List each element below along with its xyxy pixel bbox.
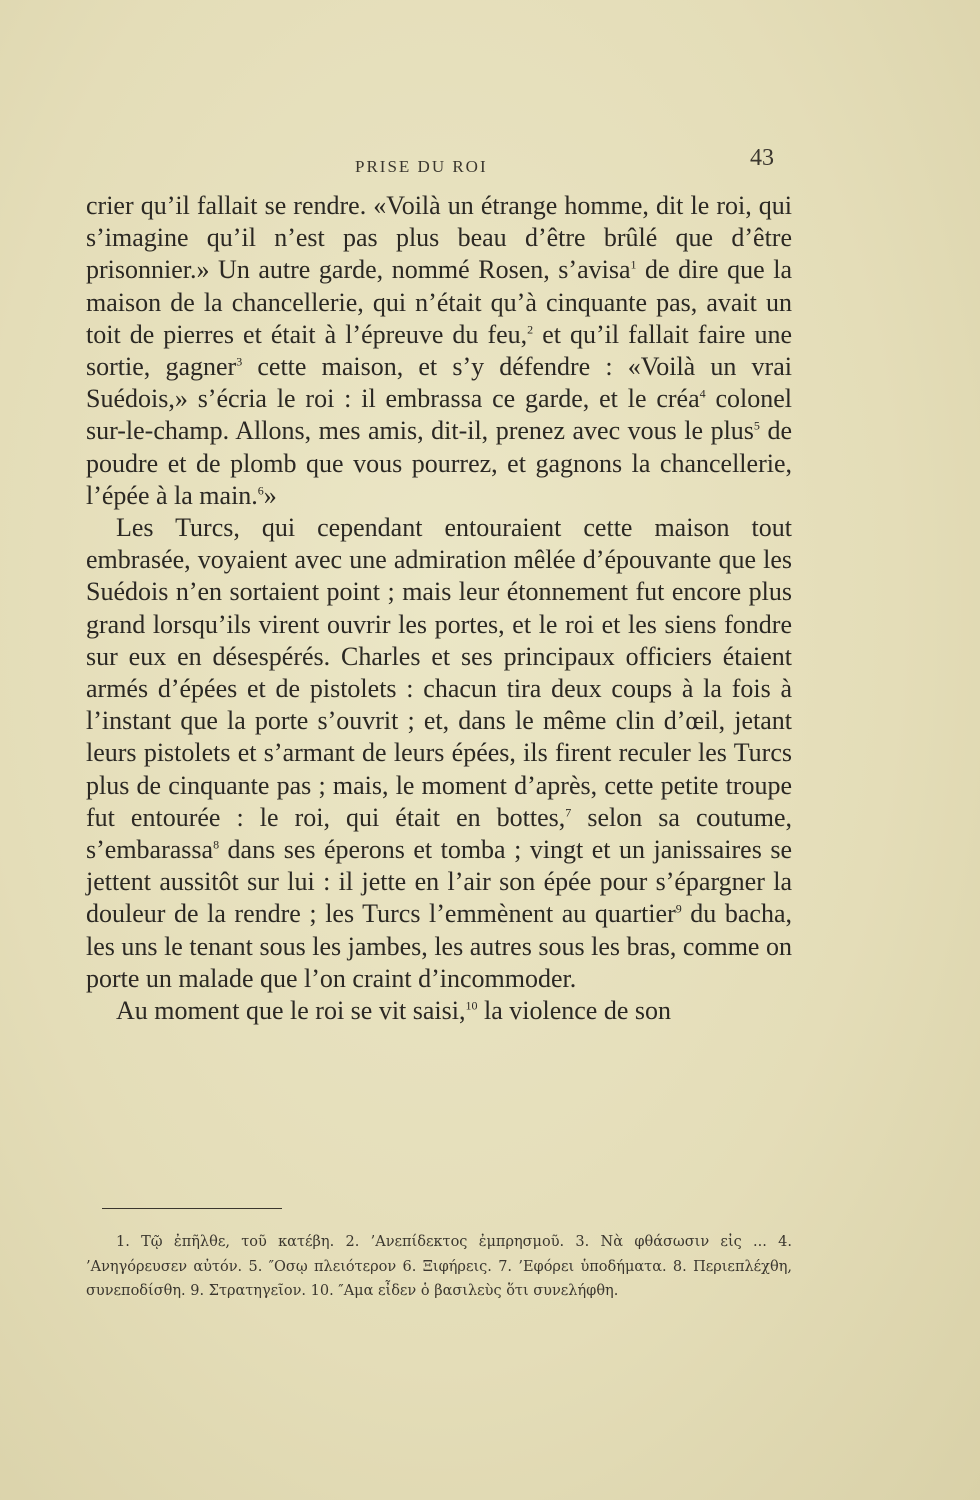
footnote-marker: 4 <box>699 386 706 401</box>
text-run: colonel sur-le-champ. Allons, mes amis, dit-il, prenez avec vous le plus <box>86 384 792 446</box>
footnote-marker: 8 <box>213 837 220 852</box>
page-number: 43 <box>750 145 774 171</box>
text-run: » <box>263 480 277 510</box>
paragraph-1 <box>86 190 792 512</box>
text-run: du bacha, les uns le tenant sous les jambes, les autres sous les bras, comme on porte un malade que l’on craint d’incommoder. <box>86 899 792 993</box>
running-title: PRISE DU ROI <box>355 157 488 176</box>
text-run: selon sa coutume, s’embarassa <box>86 802 792 865</box>
text-run: la violence de son <box>477 996 672 1026</box>
footnote-rule <box>102 1208 282 1209</box>
footnote-marker: 6 <box>257 483 264 498</box>
text-run: Les Turcs, qui cependant entouraient cette maison tout embrasée, voyaient avec une admiration mêlée d’épouvante que les Suédois n’en sortaient point ; mais leur étonnement fut encore plus grand lorsqu’ils virent ouvrir les portes, et le roi et les siens fondre sur eux en désespérés. Charles et ses principaux officiers étaient armés d’épées et de pistolets : chacun tira deux coups à la fois à l’instant que la porte s’ouvrit ; et, dans le même clin d’œil, jetant leurs pistolets et s’armant de leurs épées, ils firent reculer les Turcs plus de cinquante pas ; mais, le moment d’après, cette petite troupe fut entourée : le roi, qui était en bottes, <box>86 513 792 832</box>
footnotes <box>86 1230 792 1304</box>
text-run: de dire que la maison de la chancellerie, qui n’était qu’à cinquante pas, avait un toit de pierres et était à l’épreuve du feu, <box>86 255 792 349</box>
footnote-text: 1. Τῷ ἐπῆλθε, τοῦ κατέβη. 2. ’Ανεπίδεκτος ἐμπρησμοῦ. 3. Νὰ φθάσωσιν εἰς ... 4. ’Ανηγόρευσεν αὐτόν. 5. ″Οσῳ πλειότερον 6. Ξιφήρεις. 7. ’Εφόρει ὑποδήματα. 8. Περιεπλέχθη, συνεποδίσθη. 9. Στρατηγεῖον. 10. ″Αμα εἶδεν ὁ βασιλεὺς ὅτι συνελήφθη. <box>86 1234 792 1299</box>
text-run: et qu’il fallait faire une sortie, gagner <box>86 319 792 382</box>
footnote-marker: 2 <box>527 322 534 337</box>
text-run: Au moment que le roi se vit saisi, <box>116 996 466 1026</box>
text-run: dans ses éperons et tomba ; vingt et un janissaires se jettent aussitôt sur lui : il jette en l’air son épée pour s’épargner la douleur de la rendre ; les Turcs l’emmènent au quartier <box>86 835 792 929</box>
text-run: crier qu’il fallait se rendre. «Voilà un étrange homme, dit le roi, qui s’imagine qu’il n’est pas plus beau d’être brûlé que d’être prisonnier.» Un autre garde, nommé Rosen, s’avisa <box>86 191 792 285</box>
paragraph-2 <box>86 512 792 995</box>
footnote-marker: 10 <box>465 998 478 1013</box>
footnote-marker: 7 <box>565 805 572 820</box>
text-run: cette maison, et s’y défendre : «Voilà un vrai Suédois,» s’écria le roi : il embrassa ce garde, et le créa <box>86 352 792 414</box>
text-run: de poudre et de plomb que vous pourrez, et gagnons la chancellerie, l’épée à la main. <box>86 416 792 510</box>
page-header <box>0 145 980 185</box>
footnote-marker: 9 <box>675 901 682 916</box>
main-text <box>86 190 792 1027</box>
paragraph-3 <box>86 995 792 1027</box>
footnote-marker: 5 <box>753 418 760 433</box>
footnote-marker: 1 <box>630 257 637 272</box>
footnote-marker: 3 <box>236 354 243 369</box>
